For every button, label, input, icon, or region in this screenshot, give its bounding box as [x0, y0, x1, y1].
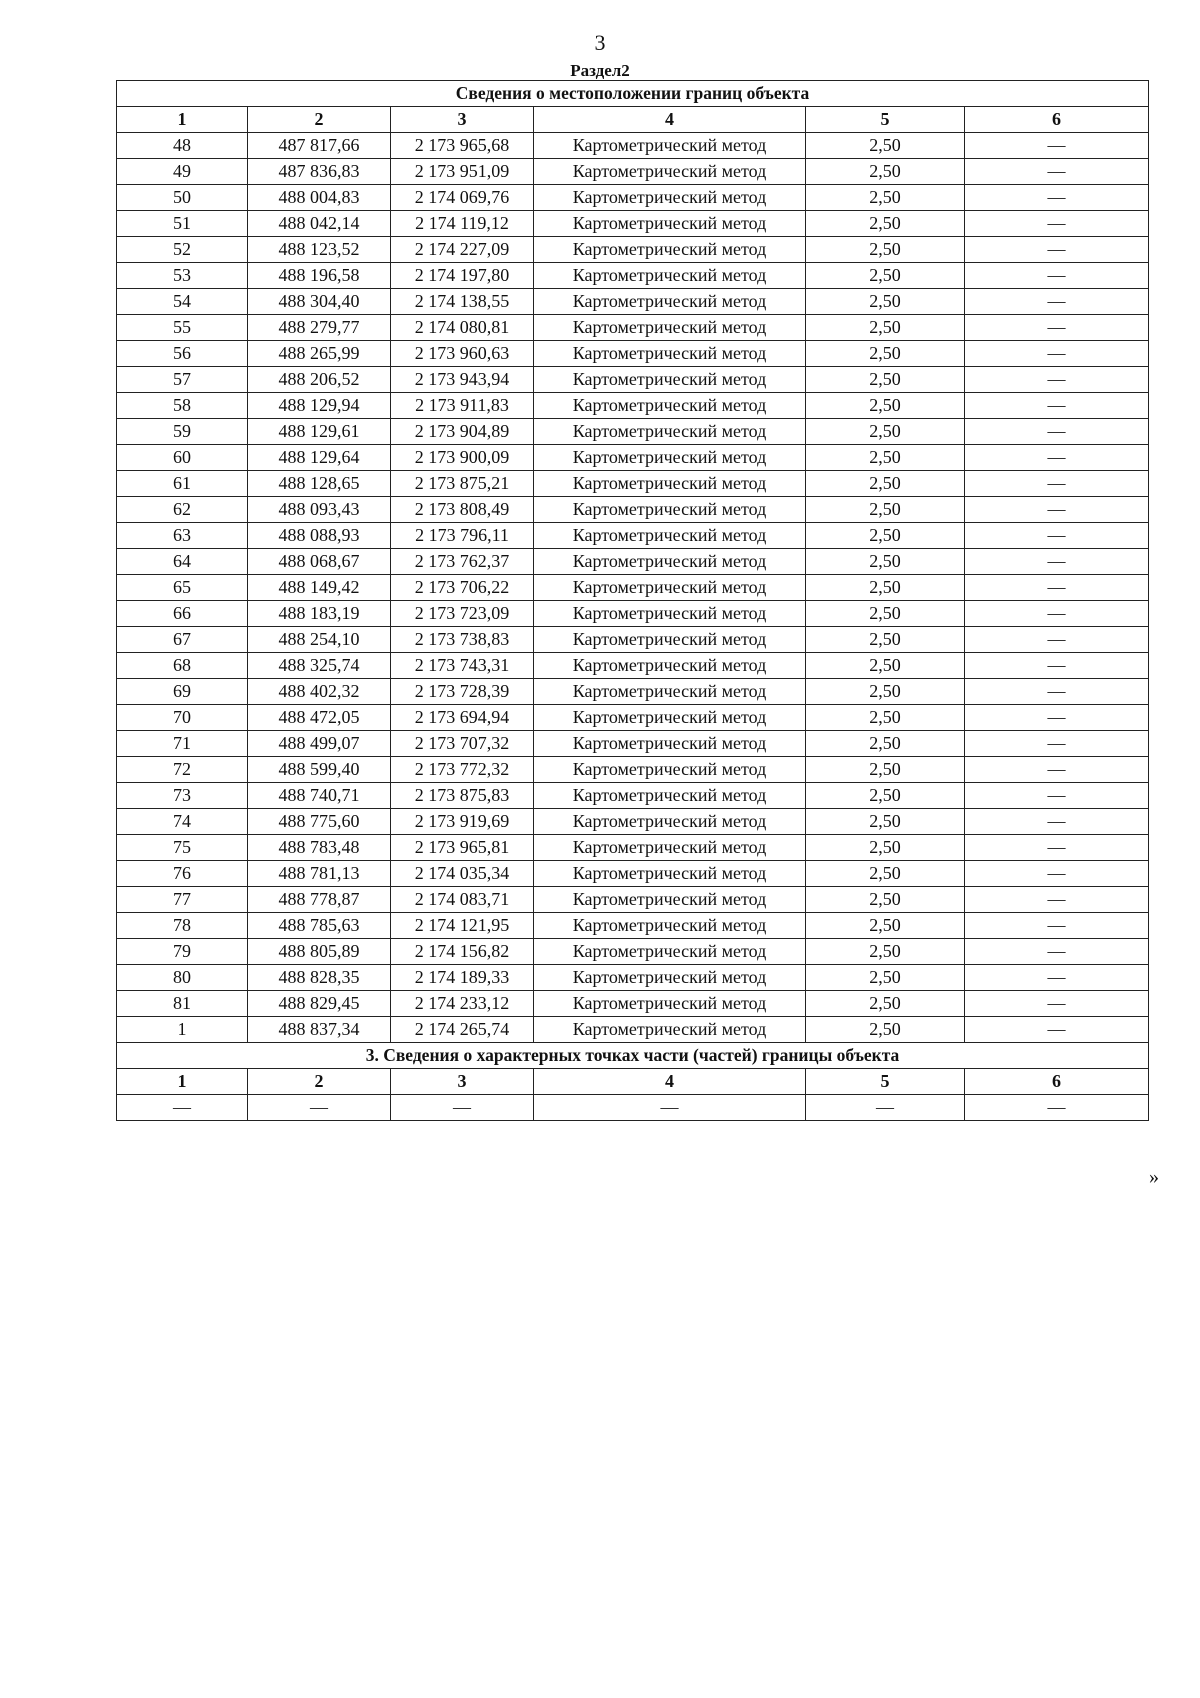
table-cell: Картометрический метод — [534, 497, 806, 523]
table-cell: 2 173 875,83 — [391, 783, 534, 809]
table-cell: 488 781,13 — [248, 861, 391, 887]
table-cell: — — [965, 965, 1149, 991]
table-cell: 2,50 — [806, 523, 965, 549]
table-cell: — — [806, 1095, 965, 1121]
table-cell: 2,50 — [806, 211, 965, 237]
table-cell: — — [248, 1095, 391, 1121]
table-cell: — — [965, 653, 1149, 679]
table-row — [117, 757, 1149, 783]
table-cell: 2 173 965,81 — [391, 835, 534, 861]
table-cell: 67 — [117, 627, 248, 653]
table-row — [117, 211, 1149, 237]
table-cell: 2 174 083,71 — [391, 887, 534, 913]
table-cell: 488 129,94 — [248, 393, 391, 419]
table-cell: 488 254,10 — [248, 627, 391, 653]
table-row — [117, 1017, 1149, 1043]
table-cell: 2,50 — [806, 185, 965, 211]
table-cell: 48 — [117, 133, 248, 159]
table-cell: — — [965, 133, 1149, 159]
table-cell: — — [965, 263, 1149, 289]
table-cell: 2 173 965,68 — [391, 133, 534, 159]
table-cell: 488 004,83 — [248, 185, 391, 211]
table-cell: 488 828,35 — [248, 965, 391, 991]
table-row — [117, 237, 1149, 263]
table-row — [117, 653, 1149, 679]
table-cell: 488 837,34 — [248, 1017, 391, 1043]
table-cell: — — [965, 705, 1149, 731]
table-row — [117, 549, 1149, 575]
table-cell: Картометрический метод — [534, 341, 806, 367]
table-row — [117, 705, 1149, 731]
table-cell: 2,50 — [806, 237, 965, 263]
table-cell: 488 829,45 — [248, 991, 391, 1017]
table-cell: 2,50 — [806, 549, 965, 575]
table-cell: 73 — [117, 783, 248, 809]
table-cell: 74 — [117, 809, 248, 835]
table-cell: 2 173 723,09 — [391, 601, 534, 627]
table-cell: 2 173 875,21 — [391, 471, 534, 497]
table-cell: Картометрический метод — [534, 809, 806, 835]
table-cell: 77 — [117, 887, 248, 913]
table-cell: 54 — [117, 289, 248, 315]
table-cell: 2 174 138,55 — [391, 289, 534, 315]
part-section-title-row — [117, 1043, 1149, 1069]
table-cell: 2 174 227,09 — [391, 237, 534, 263]
table-cell: — — [117, 1095, 248, 1121]
table-cell: Картометрический метод — [534, 185, 806, 211]
table-cell: 2,50 — [806, 445, 965, 471]
table-cell: Картометрический метод — [534, 133, 806, 159]
table-row — [117, 497, 1149, 523]
table-row — [117, 393, 1149, 419]
table-cell: 2 174 233,12 — [391, 991, 534, 1017]
table-row — [117, 627, 1149, 653]
table-row — [117, 341, 1149, 367]
table-cell: 2,50 — [806, 263, 965, 289]
table-cell: — — [965, 315, 1149, 341]
table-cell: Картометрический метод — [534, 1017, 806, 1043]
table-row — [117, 913, 1149, 939]
part-column-header-row — [117, 1069, 1149, 1095]
table-cell: 488 740,71 — [248, 783, 391, 809]
table-row — [117, 835, 1149, 861]
table-cell: 2,50 — [806, 627, 965, 653]
page-number: 3 — [594, 30, 606, 55]
table-cell: 2,50 — [806, 471, 965, 497]
table-cell: Картометрический метод — [534, 211, 806, 237]
table-cell: — — [965, 991, 1149, 1017]
table-cell: 66 — [117, 601, 248, 627]
table-cell: 2 174 265,74 — [391, 1017, 534, 1043]
table-cell: Картометрический метод — [534, 393, 806, 419]
table-cell: Картометрический метод — [534, 601, 806, 627]
table-cell: 2,50 — [806, 159, 965, 185]
table-cell: 76 — [117, 861, 248, 887]
table-cell: 2 173 796,11 — [391, 523, 534, 549]
column-header-cell: 6 — [965, 1069, 1149, 1095]
table-cell: Картометрический метод — [534, 471, 806, 497]
table-cell: Картометрический метод — [534, 783, 806, 809]
table-cell: 72 — [117, 757, 248, 783]
table-cell: — — [965, 913, 1149, 939]
table-cell: — — [965, 809, 1149, 835]
table-row — [117, 263, 1149, 289]
table-cell: 2,50 — [806, 861, 965, 887]
table-cell: 488 123,52 — [248, 237, 391, 263]
table-row — [117, 887, 1149, 913]
table-cell: 2 174 069,76 — [391, 185, 534, 211]
table-cell: Картометрический метод — [534, 861, 806, 887]
table-cell: 2 173 707,32 — [391, 731, 534, 757]
table-cell: 488 265,99 — [248, 341, 391, 367]
table-cell: — — [965, 887, 1149, 913]
table-cell: Картометрический метод — [534, 991, 806, 1017]
table-row — [117, 159, 1149, 185]
table-row — [117, 731, 1149, 757]
part-section-title: 3. Сведения о характерных точках части (частей) границы объекта — [117, 1043, 1149, 1069]
table-cell: 64 — [117, 549, 248, 575]
table-cell: — — [965, 757, 1149, 783]
table-cell: — — [965, 159, 1149, 185]
table-cell: 488 304,40 — [248, 289, 391, 315]
table-cell: 2,50 — [806, 1017, 965, 1043]
table-cell: 2,50 — [806, 289, 965, 315]
table-cell: 1 — [117, 1017, 248, 1043]
table-cell: 2,50 — [806, 497, 965, 523]
table-cell: 2 173 694,94 — [391, 705, 534, 731]
table-cell: Картометрический метод — [534, 445, 806, 471]
column-header-cell: 4 — [534, 107, 806, 133]
table-cell: Картометрический метод — [534, 315, 806, 341]
table-cell: 2,50 — [806, 731, 965, 757]
table-cell: 2 173 743,31 — [391, 653, 534, 679]
table-cell: 488 402,32 — [248, 679, 391, 705]
table-row — [117, 289, 1149, 315]
table-cell: Картометрический метод — [534, 731, 806, 757]
table-cell: 2 174 119,12 — [391, 211, 534, 237]
table-cell: 2 173 808,49 — [391, 497, 534, 523]
table-cell: 2 173 728,39 — [391, 679, 534, 705]
column-header-cell: 4 — [534, 1069, 806, 1095]
table-row — [117, 861, 1149, 887]
table-cell: — — [965, 601, 1149, 627]
table-cell: 488 279,77 — [248, 315, 391, 341]
table-cell: 488 129,61 — [248, 419, 391, 445]
table-cell: Картометрический метод — [534, 367, 806, 393]
table-row — [117, 367, 1149, 393]
table-cell: 488 042,14 — [248, 211, 391, 237]
column-header-cell: 2 — [248, 107, 391, 133]
table-cell: Картометрический метод — [534, 419, 806, 445]
table-row — [117, 965, 1149, 991]
table-body — [117, 81, 1149, 1121]
table-cell: 2 174 035,34 — [391, 861, 534, 887]
table-cell: Картометрический метод — [534, 289, 806, 315]
table-row — [117, 419, 1149, 445]
table-cell: — — [965, 341, 1149, 367]
table-cell: 487 836,83 — [248, 159, 391, 185]
column-header-cell: 6 — [965, 107, 1149, 133]
table-cell: 2,50 — [806, 991, 965, 1017]
table-cell: 49 — [117, 159, 248, 185]
table-cell: 488 472,05 — [248, 705, 391, 731]
table-title-row — [117, 81, 1149, 107]
table-cell: Картометрический метод — [534, 705, 806, 731]
table-cell: 488 183,19 — [248, 601, 391, 627]
table-row — [117, 679, 1149, 705]
table-cell: 488 499,07 — [248, 731, 391, 757]
table-cell: 80 — [117, 965, 248, 991]
table-cell: — — [965, 627, 1149, 653]
table-cell: 62 — [117, 497, 248, 523]
table-cell: 488 128,65 — [248, 471, 391, 497]
table-cell: — — [965, 939, 1149, 965]
table-row — [117, 185, 1149, 211]
table-cell: 2,50 — [806, 133, 965, 159]
table-cell: 2,50 — [806, 965, 965, 991]
table-cell: Картометрический метод — [534, 835, 806, 861]
column-header-cell: 2 — [248, 1069, 391, 1095]
table-row — [117, 939, 1149, 965]
table-cell: 488 325,74 — [248, 653, 391, 679]
table-cell: 488 206,52 — [248, 367, 391, 393]
table-cell: Картометрический метод — [534, 237, 806, 263]
column-header-cell: 1 — [117, 107, 248, 133]
table-cell: 70 — [117, 705, 248, 731]
table-cell: Картометрический метод — [534, 575, 806, 601]
table-cell: 488 805,89 — [248, 939, 391, 965]
table-cell: — — [965, 783, 1149, 809]
table-cell: 2,50 — [806, 315, 965, 341]
table-cell: — — [965, 835, 1149, 861]
table-cell: 52 — [117, 237, 248, 263]
table-cell: 488 599,40 — [248, 757, 391, 783]
table-cell: 2,50 — [806, 783, 965, 809]
table-cell: 488 129,64 — [248, 445, 391, 471]
table-cell: — — [965, 1095, 1149, 1121]
table-cell: 2 174 189,33 — [391, 965, 534, 991]
table-cell: — — [965, 471, 1149, 497]
table-cell: 2 174 080,81 — [391, 315, 534, 341]
table-cell: 65 — [117, 575, 248, 601]
table-cell: Картометрический метод — [534, 523, 806, 549]
table-cell: — — [965, 211, 1149, 237]
table-cell: 2 173 738,83 — [391, 627, 534, 653]
table-cell: Картометрический метод — [534, 887, 806, 913]
table-cell: 2,50 — [806, 341, 965, 367]
table-cell: Картометрический метод — [534, 653, 806, 679]
table-cell: 56 — [117, 341, 248, 367]
table-cell: 2,50 — [806, 913, 965, 939]
table-row — [117, 315, 1149, 341]
table-cell: 2,50 — [806, 679, 965, 705]
table-cell: 2 173 951,09 — [391, 159, 534, 185]
table-cell: — — [965, 237, 1149, 263]
part-table-row — [117, 1095, 1149, 1121]
table-cell: 2 173 960,63 — [391, 341, 534, 367]
closing-quote-mark: » — [1149, 1166, 1159, 1188]
table-cell: 79 — [117, 939, 248, 965]
table-cell: 488 775,60 — [248, 809, 391, 835]
table-title: Сведения о местоположении границ объекта — [117, 81, 1149, 107]
table-row — [117, 783, 1149, 809]
table-cell: 57 — [117, 367, 248, 393]
table-cell: 2 173 919,69 — [391, 809, 534, 835]
table-cell: 51 — [117, 211, 248, 237]
table-cell: 2 173 900,09 — [391, 445, 534, 471]
table-cell: 488 093,43 — [248, 497, 391, 523]
table-cell: 2 174 156,82 — [391, 939, 534, 965]
column-header-cell: 1 — [117, 1069, 248, 1095]
table-cell: 69 — [117, 679, 248, 705]
boundary-coordinates-table — [116, 80, 1149, 1121]
table-cell: — — [965, 185, 1149, 211]
table-cell: — — [965, 575, 1149, 601]
column-header-cell: 5 — [806, 1069, 965, 1095]
table-cell: — — [534, 1095, 806, 1121]
table-cell: 488 068,67 — [248, 549, 391, 575]
column-header-cell: 3 — [391, 107, 534, 133]
table-cell: — — [965, 497, 1149, 523]
table-row — [117, 809, 1149, 835]
table-cell: 2 173 772,32 — [391, 757, 534, 783]
table-cell: 75 — [117, 835, 248, 861]
table-cell: 2,50 — [806, 757, 965, 783]
table-cell: Картометрический метод — [534, 939, 806, 965]
table-row — [117, 471, 1149, 497]
section-title: Раздел2 — [570, 61, 630, 80]
table-cell: 60 — [117, 445, 248, 471]
table-cell: — — [965, 549, 1149, 575]
table-cell: Картометрический метод — [534, 679, 806, 705]
table-cell: 488 196,58 — [248, 263, 391, 289]
table-cell: — — [965, 523, 1149, 549]
table-cell: 488 149,42 — [248, 575, 391, 601]
table-cell: 55 — [117, 315, 248, 341]
table-cell: 2 174 197,80 — [391, 263, 534, 289]
table-cell: 2 173 706,22 — [391, 575, 534, 601]
column-header-cell: 3 — [391, 1069, 534, 1095]
table-cell: 81 — [117, 991, 248, 1017]
table-cell: 2,50 — [806, 393, 965, 419]
table-cell: 2,50 — [806, 367, 965, 393]
table-cell: Картометрический метод — [534, 159, 806, 185]
table-cell: 2 173 762,37 — [391, 549, 534, 575]
table-cell: 78 — [117, 913, 248, 939]
table-cell: 488 778,87 — [248, 887, 391, 913]
column-header-row — [117, 107, 1149, 133]
table-cell: 488 088,93 — [248, 523, 391, 549]
table-cell: 68 — [117, 653, 248, 679]
table-cell: 61 — [117, 471, 248, 497]
table-cell: — — [965, 367, 1149, 393]
table-cell: Картометрический метод — [534, 549, 806, 575]
table-row — [117, 575, 1149, 601]
table-cell: 59 — [117, 419, 248, 445]
table-cell: 2,50 — [806, 835, 965, 861]
table-cell: 2,50 — [806, 419, 965, 445]
table-cell: 2 174 121,95 — [391, 913, 534, 939]
table-cell: — — [965, 445, 1149, 471]
table-cell: 2 173 904,89 — [391, 419, 534, 445]
table-cell: 58 — [117, 393, 248, 419]
table-cell: 488 783,48 — [248, 835, 391, 861]
table-cell: 2,50 — [806, 809, 965, 835]
table-cell: 2,50 — [806, 601, 965, 627]
table-row — [117, 133, 1149, 159]
table-cell: 2,50 — [806, 575, 965, 601]
table-cell: 2,50 — [806, 939, 965, 965]
table-cell: Картометрический метод — [534, 757, 806, 783]
table-cell: — — [965, 731, 1149, 757]
table-cell: 2,50 — [806, 653, 965, 679]
table-cell: Картометрический метод — [534, 913, 806, 939]
table-row — [117, 601, 1149, 627]
table-cell: 71 — [117, 731, 248, 757]
table-cell: 50 — [117, 185, 248, 211]
table-cell: 2 173 943,94 — [391, 367, 534, 393]
table-cell: Картометрический метод — [534, 263, 806, 289]
table-cell: — — [965, 679, 1149, 705]
column-header-cell: 5 — [806, 107, 965, 133]
table-cell: 53 — [117, 263, 248, 289]
table-cell: 2,50 — [806, 887, 965, 913]
table-cell: — — [965, 1017, 1149, 1043]
table-cell: — — [965, 393, 1149, 419]
table-cell: — — [965, 289, 1149, 315]
table-cell: 488 785,63 — [248, 913, 391, 939]
table-row — [117, 991, 1149, 1017]
table-row — [117, 445, 1149, 471]
table-cell: 487 817,66 — [248, 133, 391, 159]
table-row — [117, 523, 1149, 549]
table-cell: Картометрический метод — [534, 627, 806, 653]
table-cell: 2,50 — [806, 705, 965, 731]
table-cell: — — [965, 419, 1149, 445]
table-cell: Картометрический метод — [534, 965, 806, 991]
table-cell: — — [965, 861, 1149, 887]
table-cell: 2 173 911,83 — [391, 393, 534, 419]
table-cell: 63 — [117, 523, 248, 549]
table-cell: — — [391, 1095, 534, 1121]
